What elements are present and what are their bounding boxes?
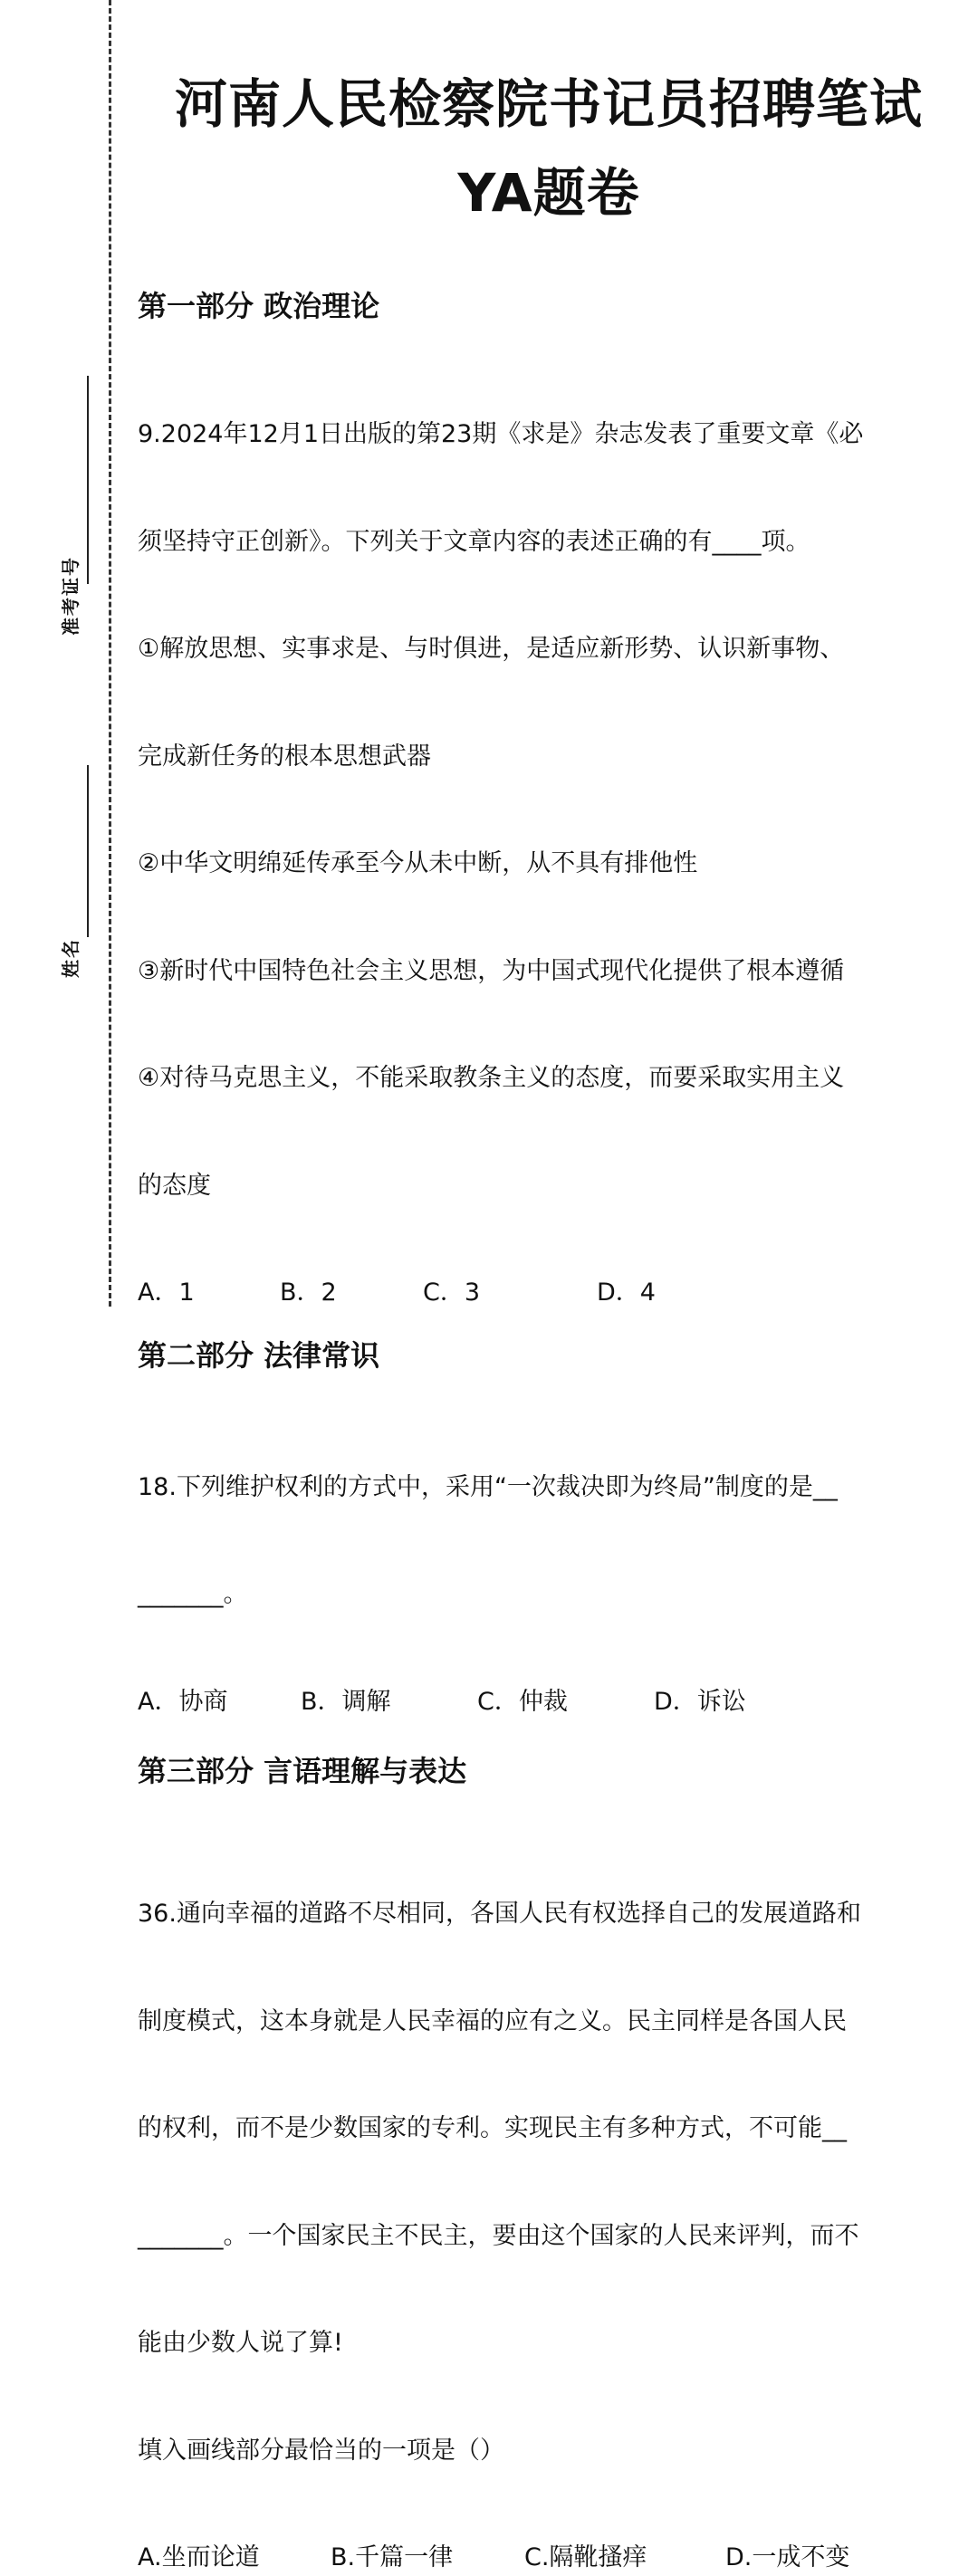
question-line: _______。	[138, 1580, 248, 1608]
binding-margin-dashed-line	[109, 0, 111, 1307]
option-b: B．2	[280, 1278, 337, 1307]
question-36	[138, 1824, 960, 2540]
question-line: ②中华文明绵延传承至今从未中断，从不具有排他性	[138, 849, 698, 877]
name-underline	[87, 765, 89, 937]
option-a: A．1	[138, 1278, 195, 1307]
page-title	[138, 60, 960, 237]
question-18	[138, 1398, 960, 1684]
question-line: 完成新任务的根本思想武器	[138, 742, 431, 771]
option-a: A．协商	[138, 1687, 228, 1716]
question-line: ③新时代中国特色社会主义思想，为中国式现代化提供了根本遵循	[138, 956, 845, 985]
answer-options	[138, 1275, 960, 1311]
option-b: B．调解	[301, 1687, 391, 1716]
question-line: 能由少数人说了算!	[138, 2329, 343, 2357]
name-label: 姓名	[60, 938, 82, 978]
section-verbal	[138, 1753, 960, 2576]
question-9	[138, 345, 960, 1275]
exam-content	[138, 0, 960, 2576]
option-d: D．诉讼	[654, 1687, 746, 1716]
question-line: ①解放思想、实事求是、与时俱进，是适应新形势、认识新事物、	[138, 635, 845, 663]
title-line-2: YA题卷	[457, 162, 640, 224]
section-heading: 第一部分 政治理论	[138, 289, 380, 323]
option-c: C．3	[423, 1278, 481, 1307]
question-line: 的态度	[138, 1171, 211, 1200]
section-heading: 第二部分 法律常识	[138, 1337, 380, 1373]
answer-options	[138, 1684, 960, 1720]
question-line: ④对待马克思主义，不能采取教条主义的态度，而要采取实用主义	[138, 1064, 845, 1092]
question-line: 制度模式，这本身就是人民幸福的应有之义。民主同样是各国人民	[138, 2006, 847, 2035]
title-line-1: 河南人民检察院书记员招聘笔试	[174, 73, 923, 135]
question-line: 填入画线部分最恰当的一项是（）	[138, 2436, 504, 2465]
question-line: 的权利，而不是少数国家的专利。实现民主有多种方式，不可能__	[138, 2114, 847, 2142]
section-heading: 第三部分 言语理解与表达	[138, 1754, 467, 1788]
answer-options	[138, 2540, 960, 2576]
option-c: C.隔靴搔痒	[524, 2543, 647, 2571]
question-line: _______。一个国家民主不民主，要由这个国家的人民来评判，而不	[138, 2221, 859, 2250]
question-line: 36.通向幸福的道路不尽相同，各国人民有权选择自己的发展道路和	[138, 1900, 861, 1928]
exam-id-label: 准考证号	[60, 556, 82, 636]
section-politics	[138, 288, 960, 1311]
question-line: 18.下列维护权利的方式中，采用“一次裁决即为终局”制度的是__	[138, 1472, 838, 1501]
option-d: D.一成不变	[725, 2543, 850, 2571]
option-a: A.坐而论道	[138, 2543, 260, 2571]
exam-id-underline	[87, 376, 89, 584]
question-line: 9.2024年12月1日出版的第23期《求是》杂志发表了重要文章《必	[138, 420, 864, 448]
section-law	[138, 1337, 960, 1720]
option-c: C．仲裁	[477, 1687, 568, 1716]
option-d: D．4	[597, 1278, 656, 1307]
option-b: B.千篇一律	[331, 2543, 454, 2571]
question-line: 须坚持守正创新》。下列关于文章内容的表述正确的有____项。	[138, 527, 810, 556]
